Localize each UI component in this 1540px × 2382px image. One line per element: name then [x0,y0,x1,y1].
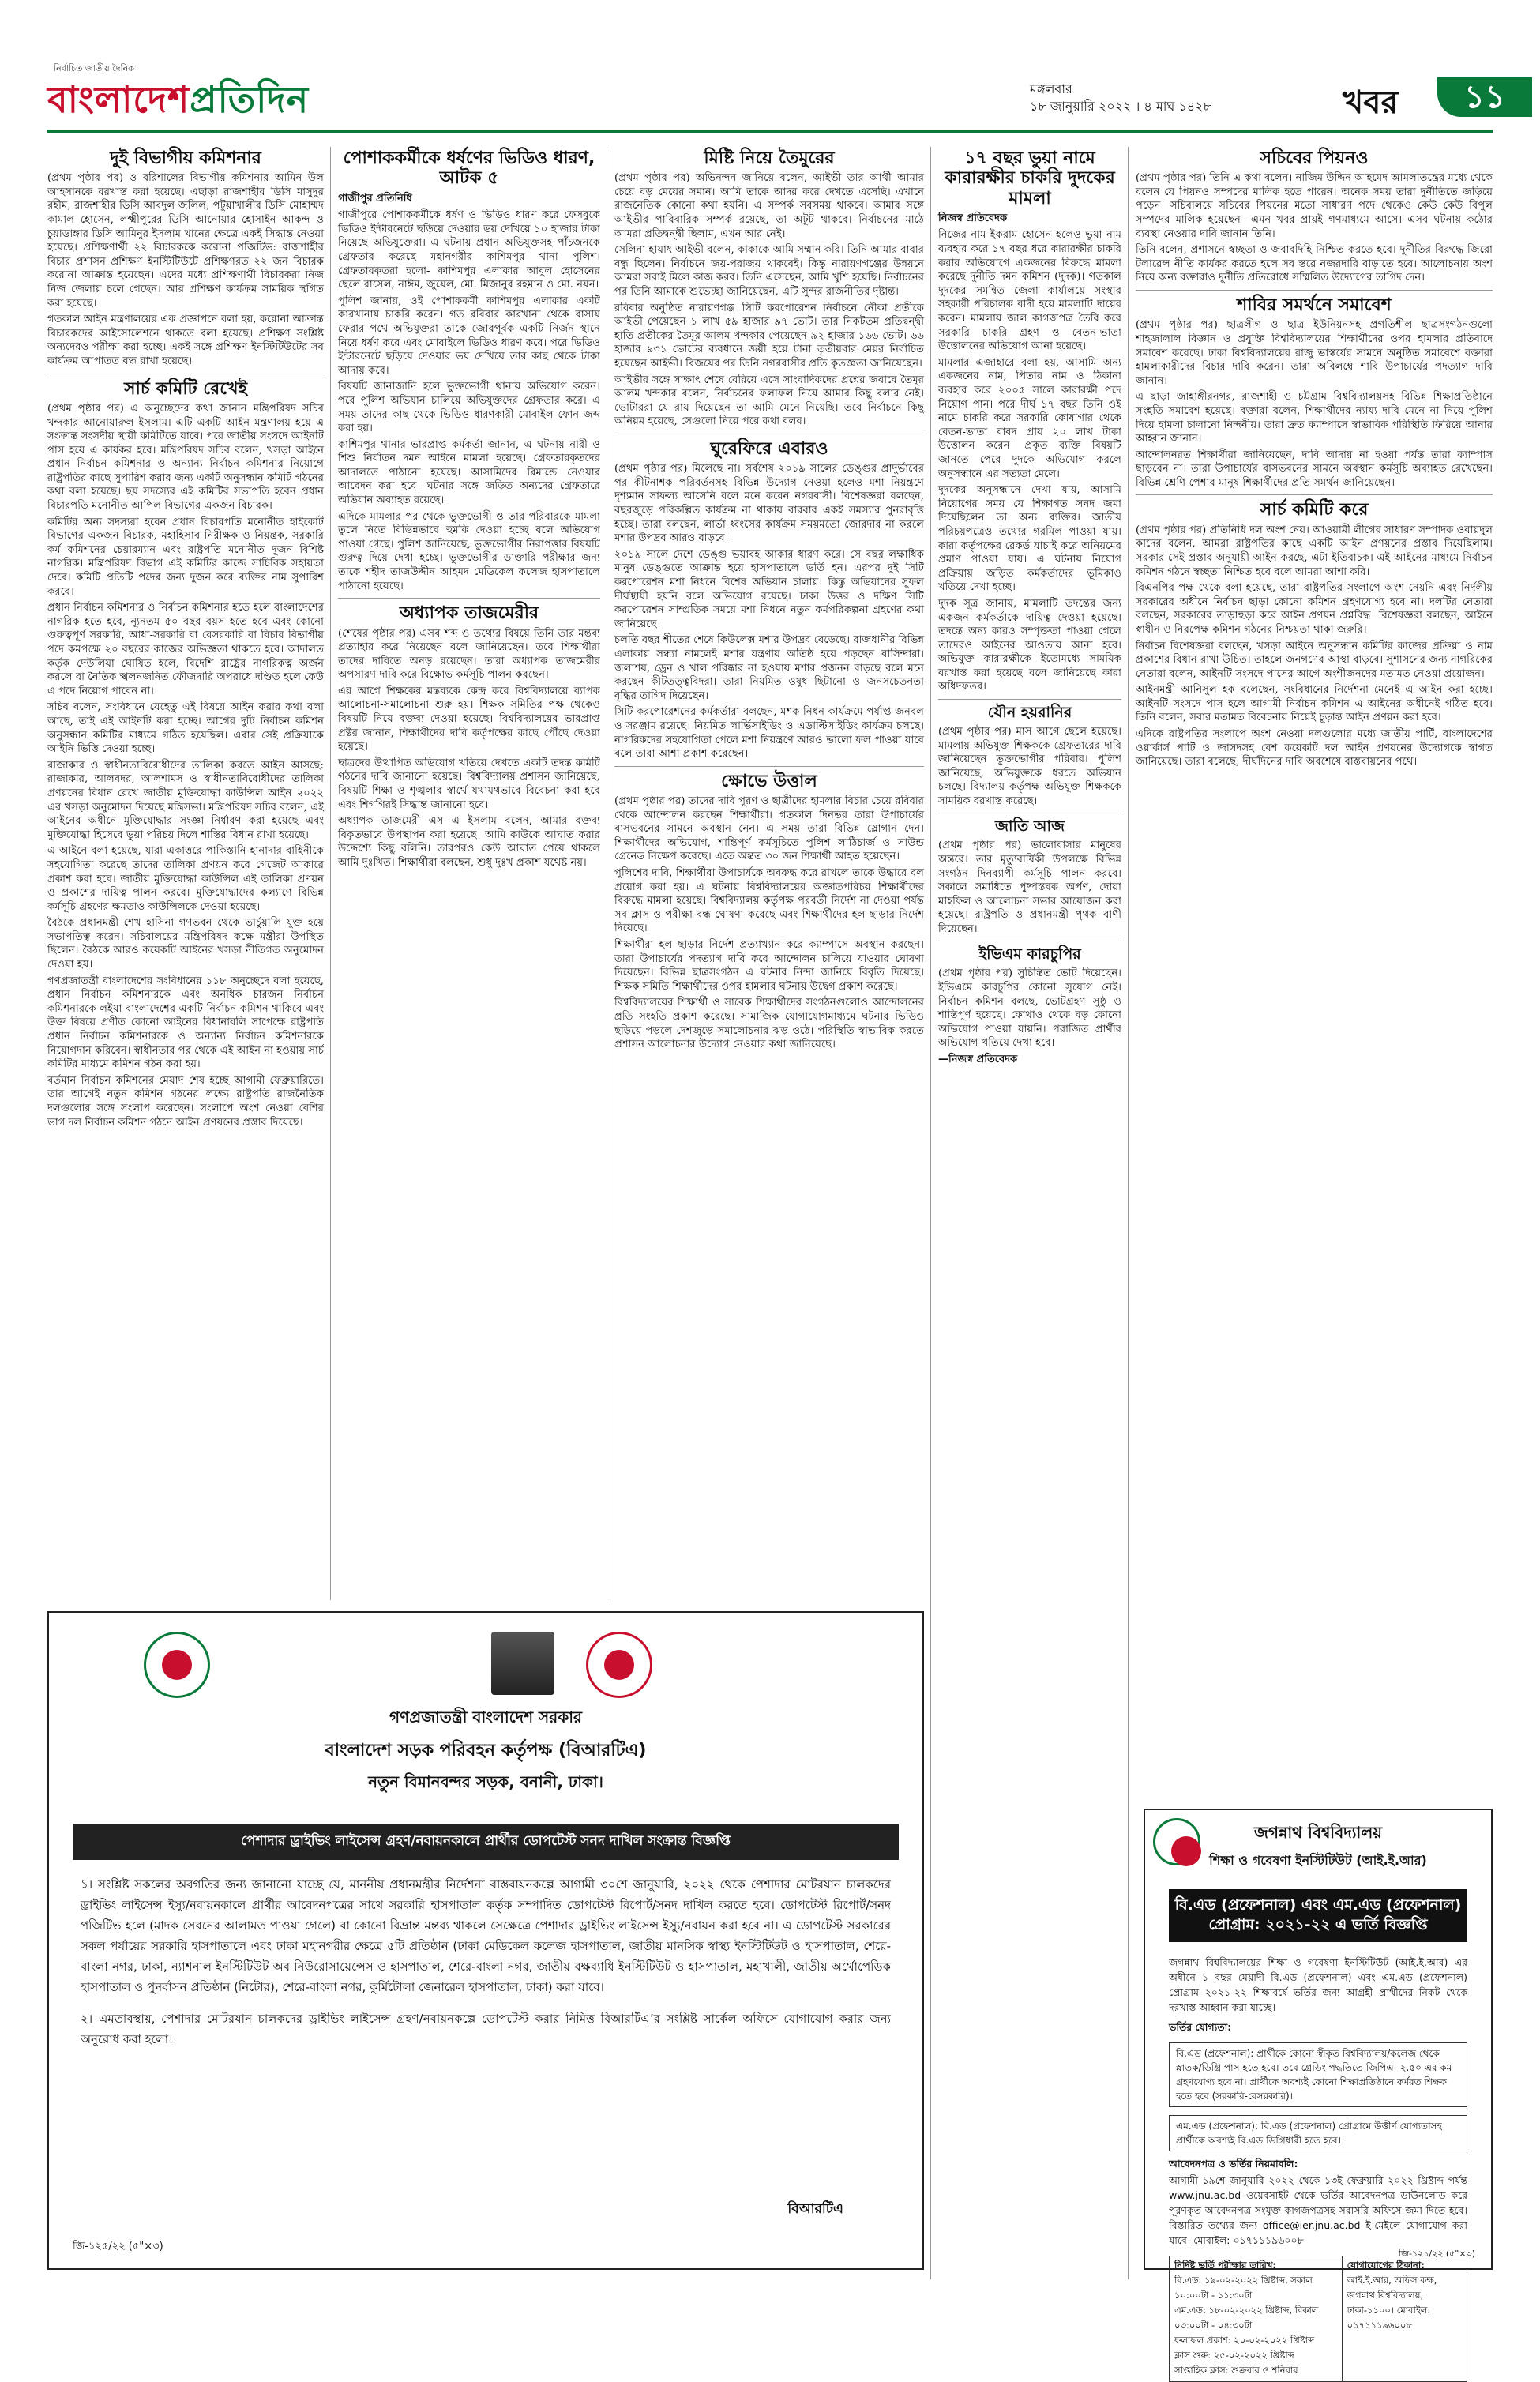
headline-professor-tajmeri[interactable]: অধ্যাপক তাজমেরীর [399,603,539,624]
ad-code: জি-১২৫/২২ (৫"×৩) [73,2241,163,2252]
paragraph: (প্রথম পৃষ্ঠার পর) অভিনন্দন জানিয়ে বলেন, আইভী তার আর্থী আমার চেয়ে বড় মেয়ের সমান। আমি তাকে আদর করে দেখতে এসেছি। এখানে রাজনৈতিক কোনো কথা হয়নি। এ সম্পর্ক সবসময় থাকবে। আমার সঙ্গে আইভীর পারিবারিক সম্পর্ক রয়েছে, তা অটুট থাকবে। নির্বাচনের মাঠে আমরা প্রতিদ্বন্দ্বী ছিলাম, এখন আর নেই। [614,172,924,240]
paragraph: এ ছাড়া জাহাঙ্গীরনগর, রাজশাহী ও চট্টগ্রাম বিশ্ববিদ্যালয়সহ বিভিন্ন শিক্ষাপ্রতিষ্ঠানে সংহতি সমাবেশ হয়েছে। বক্তারা বলেন, শিক্ষার্থীদের ন্যায্য দাবি মেনে না নিয়ে পুলিশ দিয়ে হামলা চালানো নিন্দনীয়। তারা দ্রুত ক্যাম্পাসে স্বাভাবিক পরিস্থিতি ফিরিয়ে আনার আহ্বান জানান। [1136,391,1493,445]
paragraph: বিষয়টি জানাজানি হলে ভুক্তভোগী থানায় অভিযোগ করেন। পরে পুলিশ অভিযান চালিয়ে অভিযুক্তদের গ্রেফতার করে। এ সময় তাদের কাছ থেকে ভিডিও ধারণকারী মোবাইল ফোন জব্দ করা হয়। [338,381,600,435]
ad-banner: পেশাদার ড্রাইভিং লাইসেন্স গ্রহণ/নবায়নকালে প্রার্থীর ডোপটেস্ট সনদ দাখিল সংক্রান্ত বিজ্ঞপ্তি [73,1824,899,1860]
paragraph: বৈঠকে প্রধানমন্ত্রী শেখ হাসিনা গণভবন থেকে ভার্চুয়ালি যুক্ত হয়ে সভাপতিত্ব করেন। সচিবালয়ের মন্ত্রিপরিষদ কক্ষে মন্ত্রীরা উপস্থিত ছিলেন। বৈঠকে আরও কয়েকটি আইনের খসড়া নীতিগত অনুমোদন দেওয়া হয়। [47,917,324,971]
page-number: ১১ [1437,77,1532,117]
newspaper-logo[interactable] [47,73,309,133]
paragraph: আইভীর সঙ্গে সাক্ষাৎ শেষে বেরিয়ে এসে সাংবাদিকদের প্রশ্নের জবাবে তৈমূর আলম খন্দকার বলেন, নির্বাচনের ফলাফল নিয়ে আমার কিছু বলার নেই। ভোটাররা যে রায় দিয়েছেন তা আমি মেনে নিয়েছি। তবে নির্বাচনে কিছু অনিয়ম হয়েছে, সেগুলো নিয়ে পরে কথা বলব। [614,374,924,428]
column-divider [930,147,931,2279]
divider [938,699,1121,700]
byline: নিজস্ব প্রতিবেদক [938,212,1008,224]
masthead-rule [47,130,1493,133]
paragraph: রবিবার অনুষ্ঠিত নারায়ণগঞ্জ সিটি করপোরেশন নির্বাচনে নৌকা প্রতীকে আইভী পেয়েছেন ১ লাখ ৫৯ হাজার ৯৭ ভোট। তার নিকটতম প্রতিদ্বন্দ্বী হাতি প্রতীকের তৈমূর আলম খন্দকার পেয়েছেন ৯২ হাজার ১৬৬ ভোট। ৬৬ হাজার ৯৩১ ভোটের ব্যবধানে জয়ী হয়ে টানা তৃতীয়বার মেয়র নির্বাচিত হয়েছেন আইভী। বিজয়ের পর তিনি নগরবাসীর প্রতি কৃতজ্ঞতা জানিয়েছেন। [614,302,924,370]
paragraph: এ আইনে বলা হয়েছে, যারা একাত্তরে পাকিস্তানি হানাদার বাহিনীকে সহযোগিতা করেছে তাদের তালিকা প্রণয়ন করে গেজেট আকারে প্রকাশ করা হবে। জাতীয় মুক্তিযোদ্ধা কাউন্সিল এই তালিকা প্রণয়ন ও প্রকাশের দায়িত্ব পালন করবে। মুক্তিযোদ্ধাদের কল্যাণে বিভিন্ন কর্মসূচি গ্রহণের ক্ষমতাও কাউন্সিলকে দেওয়া হয়েছে। [47,845,324,913]
masthead [47,62,1505,141]
ad-intro: জগন্নাথ বিশ্ববিদ্যালয়ের শিক্ষা ও গবেষণা ইনস্টিটিউট (আই.ই.আর) এর অধীনে ১ বছর মেয়াদী বি.এড (প্রফেশনাল) এবং এম.এড (প্রফেশনাল) প্রোগ্রাম ২০২১-২২ শিক্ষাবর্ষে ভর্তির জন্য আগ্রহী প্রার্থীদের নিকট থেকে দরখাস্ত আহ্বান করা যাচ্ছে। [1169,1956,1467,2014]
paragraph: অধ্যাপক তাজমেরী এস এ ইসলাম বলেন, আমার বক্তব্য বিকৃতভাবে উপস্থাপন করা হয়েছে। আমি কাউকে আঘাত করার উদ্দেশ্যে কিছু বলিনি। তারপরও কেউ আঘাত পেয়ে থাকলে আমি দুঃখিত। শিক্ষার্থীরা বলছেন, শুধু দুঃখ প্রকাশ যথেষ্ট নয়। [338,815,600,870]
ad-apply-text: আগামী ১৯শে জানুয়ারি ২০২২ থেকে ১৩ই ফেব্রুয়ারি ২০২২ খ্রিষ্টাব্দ পর্যন্ত www.jnu.ac.bd ওয়েবসাইট থেকে ভর্তির আবেদনপত্র ডাউনলোড করে পূরণকৃত আবেদনপত্র সংযুক্ত কাগজপত্রসহ সরাসরি অফিসে জমা দিতে হবে। বিস্তারিত তথ্যের জন্য office@ier.jnu.ac.bd ই-মেইলে যোগাযোগ করা যাবে। মোবাইল: ০১৭১১১৯৬০০৮ [1169,2174,1467,2247]
paragraph: পুলিশ জানায়, ওই পোশাককর্মী কাশিমপুর এলাকার একটি কারখানায় চাকরি করেন। গত রবিবার কারখানা থেকে বাসায় ফেরার পথে অভিযুক্তরা তাকে জোরপূর্বক একটি নির্জন স্থানে নিয়ে ধর্ষণ করে এবং মোবাইলে ভিডিও ধারণ করে। পরে ভিডিও ইন্টারনেটে ছড়িয়ে দেওয়ার ভয় দেখিয়ে তার কাছ থেকে টাকা আদায় করে। [338,295,600,377]
brta-seal [586,1632,652,1698]
ad-eligibility-bed: বি.এড (প্রফেশনাল): প্রার্থীকে কোনো স্বীকৃত বিশ্ববিদ্যালয়/কলেজ থেকে স্নাতক/ডিগ্রি পাস হতে হবে। তবে গ্রেডিং পদ্ধতিতে জিপিএ- ২.৫০ এর কম গ্রহণযোগ্য হবে না। প্রার্থীকে অবশ্যই কোনো শিক্ষাপ্রতিষ্ঠানে কর্মরত শিক্ষক হতে হবে (সরকারি-বেসরকারি)। [1169,2042,1467,2107]
column-divider [1128,147,1129,2279]
paragraph: সেলিনা হায়াৎ আইভী বলেন, কাকাকে আমি সম্মান করি। তিনি আমার বাবার বন্ধু ছিলেন। নির্বাচনে জয়-পরাজয় থাকবেই। কিন্তু নারায়ণগঞ্জের উন্নয়নে আমরা সবাই মিলে কাজ করব। তিনি এসেছেন, আমি খুশি হয়েছি। নির্বাচনের পর তিনি আমাকে শুভেচ্ছা জানিয়েছেন, এটি সুন্দর রাজনীতির দৃষ্টান্ত। [614,244,924,299]
headline-shabi-rally[interactable]: শাবির সমর্থনে সমাবেশ [1237,295,1392,316]
ad-signature: বিআরটিএ [787,2201,843,2217]
paragraph: কমিটির অন্য সদস্যরা হবেন প্রধান বিচারপতি মনোনীত হাইকোর্ট বিভাগের একজন বিচারক, মহাহিসাব নিরীক্ষক ও নিয়ন্ত্রক, সরকারি কর্ম কমিশনের চেয়ারম্যান এবং রাষ্ট্রপতি মনোনীত দুজন বিশিষ্ট নাগরিক। মন্ত্রিপরিষদ বিভাগ এই কমিটির কাজে সাচিবিক সহায়তা দেবে। কমিটি প্রতিটি পদের জন্য দুজন করে ব্যক্তির নাম সুপারিশ করবে। [47,516,324,598]
paragraph: সিটি করপোরেশনের কর্মকর্তারা বলছেন, মশক নিধন কার্যক্রমে পর্যাপ্ত জনবল ও সরঞ্জাম রয়েছে। নিয়মিত লার্ভিসাইডিং ও এডাল্টিসাইডিং কার্যক্রম চলছে। নাগরিকদের সহযোগিতা পেলে মশা নিয়ন্ত্রণে আরও ভালো ফল পাওয়া যাবে বলে তারা আশা প্রকাশ করেছেন। [614,706,924,761]
headline-anger[interactable]: ক্ষোভে উত্তাল [721,771,817,791]
contact-heading: যোগাযোগের ঠিকানা: [1347,2260,1425,2271]
schedule-row: এম.এড: ১৮-০২-২০২২ খ্রিষ্টাব্দ, বিকাল ০৩:০০টা - ০৪:৩০টা [1174,2305,1319,2331]
paragraph: গাজীপুরে পোশাককর্মীকে ধর্ষণ ও ভিডিও ধারণ করে ফেসবুকে ভিডিও ইন্টারনেটে ছড়িয়ে দেওয়ার ভয় দেখিয়ে ১০ হাজার টাকা নিয়েছে অভিযুক্তেরা। এ ঘটনায় প্রধান অভিযুক্তসহ পাঁচজনকে গ্রেফতার করেছে মহানগরীর কাশিমপুর থানা পুলিশ। গ্রেফতারকৃতরা হলো- কাশিমপুর এলাকার আবুল হোসেনের ছেলে রাসেল, নাঈম, জুয়েল, মো. মিজানুর রহমান ও মো. নয়ন। [338,209,600,291]
schedule-row: ফলাফল প্রকাশ: ২০-০২-২০২২ খ্রিষ্টাব্দ [1174,2335,1315,2346]
paragraph: (প্রথম পৃষ্ঠার পর) তাদের দাবি পূরণ ও ছাত্রীদের হামলার বিচার চেয়ে রবিবার থেকে আন্দোলন করছেন শিক্ষার্থীরা। গতকাল দিনভর তারা উপাচার্যের বাসভবনের সামনে অবস্থান নেন। এ সময় তারা বিভিন্ন স্লোগান দেন। শিক্ষার্থীদের অভিযোগ, শান্তিপূর্ণ কর্মসূচিতে পুলিশ লাঠিচার্জ ও সাউন্ড গ্রেনেড নিক্ষেপ করেছে। এতে অন্তত ৩০ জন শিক্ষার্থী আহত হয়েছেন। [614,795,924,863]
headline-again[interactable]: ঘুরেফিরে এবারও [710,438,828,459]
paragraph: চলতি বছর শীতের শেষে কিউলেক্স মশার উপদ্রব বেড়েছে। রাজধানীর বিভিন্ন এলাকায় সন্ধ্যা নামলেই মশার যন্ত্রণায় অতিষ্ঠ হয়ে পড়ছেন বাসিন্দারা। জলাশয়, ড্রেন ও খাল পরিষ্কার না হওয়ায় মশার প্রজনন বাড়ছে বলে মনে করছেন কীটতত্ত্ববিদরা। তারা নিয়মিত ওষুধ ছিটানো ও জনসচেতনতা বৃদ্ধির তাগিদ দিয়েছেন। [614,634,924,702]
portrait-image [491,1632,554,1695]
paragraph: প্রধান নির্বাচন কমিশনার ও নির্বাচন কমিশনার হতে হলে বাংলাদেশের নাগরিক হতে হবে, ন্যূনতম ৫০ বছর বয়স হতে হবে এবং কোনো গুরুত্বপূর্ণ সরকারি, আধা-সরকারি বা বেসরকারি বা বিচার বিভাগীয় পদে কমপক্ষে ২০ বছরের কাজের অভিজ্ঞতা থাকতে হবে। আদালত কর্তৃক দেউলিয়া ঘোষিত হলে, বিদেশি রাষ্ট্রের নাগরিকত্ব অর্জন করলে বা নৈতিক স্খলনজনিত ফৌজদারি অপরাধে দণ্ডিত হলে কেউ এ পদে নিয়োগ পাবেন না। [47,602,324,697]
divider [614,766,924,767]
ad-code: জি-১২১/২২ (৫"×৩) [1398,2249,1475,2259]
paragraph: (প্রথম পৃষ্ঠার পর) ভালোবাসার মানুষের অন্তরে। তার মৃত্যুবার্ষিকী উপলক্ষে বিভিন্ন সংগঠন দিনব্যাপী কর্মসূচি পালন করবে। সকালে সমাধিতে পুষ্পস্তবক অর্পণ, দোয়া মাহফিল ও আলোচনা সভার আয়োজন করা হয়েছে। রাষ্ট্রপতি ও প্রধানমন্ত্রী পৃথক বাণী দিয়েছেন। [938,840,1121,935]
schedule-heading: নির্দিষ্ট ভর্তি পরীক্ষার তারিখ: [1174,2260,1277,2271]
paragraph: বর্তমান নির্বাচন কমিশনের মেয়াদ শেষ হচ্ছে আগামী ফেব্রুয়ারিতে। তার আগেই নতুন কমিশন গঠনের লক্ষ্যে রাষ্ট্রপতি রাজনৈতিক দলগুলোর সঙ্গে সংলাপ করেছেন। সংলাপে অংশ নেওয়া বেশির ভাগ দল নির্বাচন কমিশন গঠনে আইন প্রণয়নের প্রস্তাব দিয়েছে। [47,1074,324,1129]
paragraph: এদিকে রাষ্ট্রপতির সংলাপে অংশ নেওয়া দলগুলোর মধ্যে জাতীয় পার্টি, বাংলাদেশের ওয়ার্কার্স পার্টি ও জাসদসহ বেশ কয়েকটি দল আইন প্রণয়নের উদ্যোগকে স্বাগত জানিয়েছে। তারা বলেছে, দীর্ঘদিনের দাবি অবশেষে বাস্তবায়নের পথে। [1136,728,1493,768]
ad-address: নতুন বিমানবন্দর সড়ক, বনানী, ঢাকা। [368,1772,603,1791]
advertisement-brta[interactable] [47,1611,924,2270]
paragraph: গতকাল আইন মন্ত্রণালয়ের এক প্রজ্ঞাপনে বলা হয়, করোনা আক্রান্ত বিচারকদের আইসোলেশনে থাকতে বলা হয়েছে। প্রশিক্ষণ সংশ্লিষ্ট অন্যদেরও পরীক্ষা করা হচ্ছে। একই সঙ্গে প্রশিক্ষণ ইনস্টিটিউটের সব কার্যক্রম আপাতত বন্ধ রাখা হয়েছে। [47,314,324,368]
paragraph: নিজের নাম ইকরাম হোসেন হলেও ভুয়া নাম ব্যবহার করে ১৭ বছর ধরে কারারক্ষীর চাকরি করার অভিযোগে একজনের বিরুদ্ধে মামলা করেছে দুর্নীতি দমন কমিশন (দুদক)। গতকাল দুদকের সমন্বিত জেলা কার্যালয়ে সংস্থার সহকারী পরিচালক বাদী হয়ে মামলাটি দায়ের করেন। মামলায় জাল কাগজপত্র তৈরি করে সরকারি চাকরি গ্রহণ ও বেতন-ভাতা উত্তোলনের অভিযোগ আনা হয়েছে। [938,229,1121,353]
schedule-row: সাপ্তাহিক ক্লাস: শুক্রবার ও শনিবার [1174,2365,1298,2376]
paragraph: এর আগে শিক্ষকের মন্তব্যকে কেন্দ্র করে বিশ্ববিদ্যালয়ে ব্যাপক আলোচনা-সমালোচনা শুরু হয়। শিক্ষক সমিতির পক্ষ থেকেও বিষয়টি নিয়ে বক্তব্য দেওয়া হয়েছে। বিশ্ববিদ্যালয়ের ভারপ্রাপ্ত প্রক্টর জানান, শিক্ষার্থীদের দাবি কর্তৃপক্ষের কাছে পৌঁছে দেওয়া হয়েছে। [338,685,600,753]
ad-body: ১। সংশ্লিষ্ট সকলের অবগতির জন্য জানানো যাচ্ছে যে, মাননীয় প্রধানমন্ত্রীর নির্দেশনা বাস্তবায়নকল্পে আগামী ৩০শে জানুয়ারি, ২০২২ থেকে পেশাদার মোটরযান চালকদের ড্রাইভিং লাইসেন্স ইস্যু/নবায়নকালে প্রার্থীর আবেদনপত্রের সাথে সরকারি হাসপাতাল কর্তৃক সম্পাদিত ডোপটেস্ট রিপোর্ট/সনদ দাখিল করতে হবে। ডোপটেস্ট রিপোর্ট/সনদ পজিটিভ হলে (মাদক সেবনের আলামত পাওয়া গেলে) বা কোনো বিভ্রান্ত মন্তব্য থাকলে সেক্ষেত্রে পেশাদার ড্রাইভিং লাইসেন্স ইস্যু/নবায়ন করা হবে না। এ ডোপটেস্ট সরকারের সকল পর্যায়ের সরকারি হাসপাতালে এবং ঢাকা মহানগরীর ক্ষেত্রে ৫টি প্রতিষ্ঠান (ঢাকা মেডিকেল কলেজ হাসপাতাল, জাতীয় মানসিক স্বাস্থ্য ইনস্টিটিউট ও হাসপাতাল, শেরে-বাংলা নগর, ঢাকা, ন্যাশনাল ইনস্টিটিউট অব নিউরোসায়েন্সেস ও হাসপাতাল, শেরে-বাংলা নগর, জাতীয় বক্ষব্যাধি ইনস্টিটিউট ও হাসপাতাল, মহাখালী, জাতীয় অর্থোপেডিক হাসপাতাল ও পুনর্বাসন প্রতিষ্ঠান (নিটোর), শেরে-বাংলা নগর, কুর্মিটোলা জেনারেল হাসপাতাল, ঢাকা) করা যাবে। [81,1877,891,1994]
byline: —নিজস্ব প্রতিবেদক [938,1053,1018,1065]
article-column-5 [1136,147,1493,1790]
article-column-4 [938,147,1121,1790]
paragraph: (প্রথম পৃষ্ঠার পর) এ অনুচ্ছেদের কথা জানান মন্ত্রিপরিষদ সচিব খন্দকার আনোয়ারুল ইসলাম। এটি একটি আইন মন্ত্রণালয় হয়ে এ সংক্রান্ত সংসদীয় স্থায়ী কমিটিতে যাবে। পরে জাতীয় সংসদে আইনটি পাস হয়ে এ কার্যকর হবে। মন্ত্রিপরিষদ সচিব বলেন, খসড়া আইনে প্রধান নির্বাচন কমিশনার ও অন্যান্য নির্বাচন কমিশনার নিয়োগে রাষ্ট্রপতির কাছে সুপারিশ করার জন্য একটি অনুসন্ধান কমিটি গঠনের কথা বলা হয়েছে। ছয় সদস্যের এই কমিটির সভাপতি হবেন প্রধান বিচারপতি মনোনীত আপিল বিভাগের একজন বিচারক। [47,402,324,513]
logo-part1: বাংলাদেশ [47,78,190,121]
ad-body: ২। এমতাবস্থায়, পেশাদার মোটরযান চালকদের ড্রাইভিং লাইসেন্স গ্রহণ/নবায়নকল্পে ডোপটেস্ট করার নিমিত্ত বিআরটিএ’র সংশ্লিষ্ট সার্কেল অফিসে যোগাযোগ করার জন্য অনুরোধ করা হলো। [81,2012,891,2046]
schedule-row: ক্লাস শুরু: ২৫-০২-২০২২ খ্রিষ্টাব্দ [1174,2350,1294,2361]
ad-apply-title: আবেদনপত্র ও ভর্তির নিয়মাবলি: [1169,2158,1298,2170]
paragraph: এদিকে মামলার পর থেকে ভুক্তভোগী ও তার পরিবারকে মামলা তুলে নিতে বিভিন্নভাবে হুমকি দেওয়া হচ্ছে বলে অভিযোগ পাওয়া গেছে। পুলিশ জানিয়েছে, ভুক্তভোগীর নিরাপত্তার বিষয়টি গুরুত্ব দিয়ে দেখা হচ্ছে। ভুক্তভোগীর ডাক্তারি পরীক্ষার জন্য তাকে শহীদ তাজউদ্দীন আহমদ মেডিকেল কলেজ হাসপাতালে পাঠানো হয়েছে। [338,510,600,592]
logo-part2: প্রতিদিন [190,78,310,121]
paragraph: পুলিশের দাবি, শিক্ষার্থীরা উপাচার্যকে অবরুদ্ধ করে রাখলে তাকে উদ্ধারে বল প্রয়োগ করা হয়। এ ঘটনায় বিশ্ববিদ্যালয়ের অজ্ঞাতপরিচয় শিক্ষার্থীদের বিরুদ্ধে মামলা হয়েছে। বিশ্ববিদ্যালয় কর্তৃপক্ষ পরবর্তী নির্দেশ না দেওয়া পর্যন্ত সব ক্লাস ও পরীক্ষা বন্ধ ঘোষণা করেছে এবং শিক্ষার্থীদের হল ছাড়ার নির্দেশ দিয়েছে। [614,867,924,935]
issue-day: মঙ্গলবার [1030,81,1072,96]
paragraph: বিএনপির পক্ষ থেকে বলা হয়েছে, তারা রাষ্ট্রপতির সংলাপে অংশ নেয়নি এবং নির্দলীয় সরকারের অধীনে নির্বাচন ছাড়া কোনো কমিশন গ্রহণযোগ্য হবে না। দলটির নেতারা বলছেন, সরকারের তাড়াহুড়া করে আইন প্রণয়ন প্রশ্নবিদ্ধ। বিশেষজ্ঞরা বলছেন, আইনে স্বাধীন ও নিরপেক্ষ কমিশন গঠনের নিশ্চয়তা থাকা জরুরি। [1136,582,1493,636]
paragraph: (প্রথম পৃষ্ঠার পর) প্রতিনিধি দল অংশ নেয়। আওয়ামী লীগের সাধারণ সম্পাদক ওবায়দুল কাদের বলেন, আমরা রাষ্ট্রপতির কাছে একটি আইন প্রণয়নের প্রস্তাব দিয়েছিলাম। সরকার সেই প্রস্তাব অনুযায়ী আইন করছে, এটা ইতিবাচক। এই আইনের মাধ্যমে নির্বাচন কমিশন গঠনে স্বচ্ছতা নিশ্চিত হবে বলে আমরা আশা করি। [1136,524,1493,578]
ad-banner: বি.এড (প্রফেশনাল) এবং এম.এড (প্রফেশনাল) প্রোগ্রাম: ২০২১-২২ এ ভর্তি বিজ্ঞপ্তি [1169,1889,1467,1942]
ad-gov-title: গণপ্রজাতন্ত্রী বাংলাদেশ সরকার [389,1708,582,1726]
paragraph: (প্রথম পৃষ্ঠার পর) মিলেছে না। সর্বশেষ ২০১৯ সালের ডেঙ্গুর প্রাদুর্ভাবের পর কীটনাশক পরিবর্তনসহ বিভিন্ন উদ্যোগ নেওয়া হলেও মশা নিয়ন্ত্রণে দৃশ্যমান সাফল্য আসেনি বলে মনে করেন নগরবাসী। বিশেষজ্ঞরা বলছেন, বছরজুড়ে পরিকল্পিত কার্যক্রম না থাকায় বারবার একই সমস্যার পুনরাবৃত্তি হচ্ছে। তারা বলছেন, লার্ভা ধ্বংসের কার্যক্রম সময়মতো জোরদার না করলে মশার উপদ্রব আরও বাড়বে। [614,463,924,545]
paragraph: দুদক সূত্র জানায়, মামলাটি তদন্তের জন্য একজন কর্মকর্তাকে দায়িত্ব দেওয়া হয়েছে। তদন্তে অন্য কারও সম্পৃক্ততা পাওয়া গেলে তাদেরও আইনের আওতায় আনা হবে। অভিযুক্ত কারারক্ষীকে ইতোমধ্যে সাময়িক বরখাস্ত করা হয়েছে বলে জানিয়েছে কারা অধিদফতর। [938,597,1121,693]
paragraph: (প্রথম পৃষ্ঠার পর) ও বরিশালের বিভাগীয় কমিশনার আমিন উল আহসানকে বরখাস্ত করা হয়েছে। এছাড়া রাজশাহীর ডিসি মাসুদুর রহীম, রাজশাহীর ডিসি আবদুল জলিল, পটুয়াখালীর ডিসি মোহাম্মদ কামাল হোসেন, লক্ষ্মীপুরের ডিসি আনোয়ার হোসাইন আকন্দ ও চুয়াডাঙ্গার ডিসি আমিনুর ইসলাম খানের ক্ষেত্রে একই সিদ্ধান্ত নেওয়া হয়েছে। প্রশিক্ষণার্থী ২২ বিচারককে করোনা পজিটিভ: রাজশাহীর বিচার প্রশাসন প্রশিক্ষণ ইনস্টিটিউটে প্রশিক্ষণরত ২২ জন বিচারক করোনা আক্রান্ত হয়েছেন। এদের মধ্যে প্রশিক্ষণার্থী বিচারকরা নিজ নিজ জেলায় চলে গেছেন। আর প্রশিক্ষণ কার্যক্রম সাময়িক স্থগিত করা হয়েছে। [47,172,324,310]
paragraph: (প্রথম পৃষ্ঠার পর) তিনি এ কথা বলেন। নাজিম উদ্দিন আহমেদ আমলাতন্ত্রের মধ্যে থেকে বলেন যে পিয়নও সম্পদের মালিক হতে পারেন। অনেক সময় তারা দুর্নীতিতে জড়িয়ে পড়েন। সচিবালয়ে সচিবের পিয়নের মতো সাধারণ পদে থেকেও কেউ কেউ বিপুল সম্পদের মালিক হয়েছেন—এমন খবর প্রায়ই গণমাধ্যমে আসে। এসব ঘটনায় কঠোর ব্যবস্থা নেওয়ার দাবি জানান তিনি। [1136,172,1493,240]
paragraph: দুদকের অনুসন্ধানে দেখা যায়, আসামি নিয়োগের সময় যে শিক্ষাগত সনদ জমা দিয়েছিলেন তা অন্য ব্যক্তির। জাতীয় পরিচয়পত্রেও তথ্যের গরমিল পাওয়া যায়। কারা কর্তৃপক্ষের রেকর্ড যাচাই করে অনিয়মের প্রমাণ পাওয়া যায়। এ ঘটনায় নিয়োগ প্রক্রিয়ায় জড়িত কর্মকর্তাদের ভূমিকাও খতিয়ে দেখা হচ্ছে। [938,484,1121,594]
mujib-100-seal [144,1632,210,1698]
paragraph: কাশিমপুর থানার ভারপ্রাপ্ত কর্মকর্তা জানান, এ ঘটনায় নারী ও শিশু নির্যাতন দমন আইনে মামলা হয়েছে। গ্রেফতারকৃতদের আদালতে পাঠানো হয়েছে। আসামিদের রিমান্ডে নেওয়ার আবেদন করা হবে। ঘটনার সঙ্গে জড়িত অন্যদের গ্রেফতারে অভিযান অব্যাহত রয়েছে। [338,438,600,507]
contact-cell [1342,2256,1467,2382]
headline-search-committee-2[interactable]: সার্চ কমিটি করে [1260,500,1369,520]
ad-eligibility-title: ভর্তির যোগ্যতা: [1169,2021,1232,2034]
contact-text: আই.ই.আর, অফিস কক্ষ, জগন্নাথ বিশ্ববিদ্যালয়, ঢাকা-১১০০। মোবাইল: ০১৭১১১৯৬০০৮ [1347,2275,1437,2331]
divider [1136,494,1493,495]
paragraph: বিশ্ববিদ্যালয়ের শিক্ষার্থী ও সাবেক শিক্ষার্থীদের সংগঠনগুলোও আন্দোলনের প্রতি সংহতি প্রকাশ করেছে। সামাজিক যোগাযোগমাধ্যমে ঘটনার ভিডিও ছড়িয়ে পড়লে দেশজুড়ে সমালোচনার ঝড় ওঠে। পরিস্থিতি স্বাভাবিক করতে প্রশাসন আলোচনার উদ্যোগ নেওয়ার কথা জানিয়েছে। [614,997,924,1051]
paragraph: ছাত্রদের উত্থাপিত অভিযোগ খতিয়ে দেখতে একটি তদন্ত কমিটি গঠনের দাবি জানানো হয়েছে। বিশ্ববিদ্যালয় প্রশাসন জানিয়েছে, বিষয়টি শিক্ষা ও শৃঙ্খলার স্বার্থে যথাযথভাবে বিবেচনা করা হবে এবং শিগগিরই সিদ্ধান্ত জানানো হবে। [338,757,600,811]
paragraph: শিক্ষার্থীরা হল ছাড়ার নির্দেশ প্রত্যাখ্যান করে ক্যাম্পাসে অবস্থান করছেন। তারা উপাচার্যের পদত্যাগ দাবি করে আন্দোলন চালিয়ে যাওয়ার ঘোষণা দিয়েছেন। বিভিন্ন ছাত্রসংগঠন এ ঘটনার নিন্দা জানিয়ে বিবৃতি দিয়েছে। শিক্ষক সমিতি শিক্ষার্থীদের ওপর হামলার ঘটনায় উদ্বেগ প্রকাশ করেছে। [614,938,924,993]
ad-org-title: বাংলাদেশ সড়ক পরিবহন কর্তৃপক্ষ (বিআরটিএ) [325,1741,647,1760]
schedule-row: বি.এড: ১৯-০২-২০২২ খ্রিষ্টাব্দ, সকাল ১০:০০টা - ১১:৩০টা [1174,2275,1313,2301]
headline-fake-name-jail-guard[interactable]: ১৭ বছর ভুয়া নামে কারারক্ষীর চাকরি দুদকের মামলা [945,148,1115,209]
paragraph: গণপ্রজাতন্ত্রী বাংলাদেশের সংবিধানের ১১৮ অনুচ্ছেদে বলা হয়েছে, প্রধান নির্বাচন কমিশনারকে এবং অনধিক চারজন নির্বাচন কমিশনারকে লইয়া বাংলাদেশের একটি নির্বাচন কমিশন থাকিবে এবং উক্ত বিষয়ে প্রণীত কোনো আইনের বিধানাবলি সাপেক্ষে রাষ্ট্রপতি প্রধান নির্বাচন কমিশনারকে ও অন্যান্য নির্বাচন কমিশনারকে নিয়োগদান করিবেন। স্বাধীনতার পর থেকে এই আইন না হওয়ায় সার্চ কমিটির মাধ্যমে কমিশন গঠন করা হয়। [47,975,324,1071]
issue-date: ১৮ জানুয়ারি ২০২২ । ৪ মাঘ ১৪২৮ [1030,99,1211,114]
headline-evm[interactable]: ইভিএম কারচুপির [978,945,1081,964]
divider [1136,290,1493,291]
tagline: নির্বাচিত জাতীয় দৈনিক [54,63,134,73]
paragraph: (প্রথম পৃষ্ঠার পর) সুচিন্তিত ভোট দিয়েছেন। ইভিএমে কারচুপির কোনো সুযোগ নেই। নির্বাচন কমিশন বলছে, ভোটগ্রহণ সুষ্ঠু ও শান্তিপূর্ণ হয়েছে। কোথাও থেকে বড় কোনো অভিযোগ পাওয়া যায়নি। পরাজিত প্রার্থীর অভিযোগ খতিয়ে দেখা হবে। [938,967,1121,1050]
ad-schedule-table [1169,2256,1467,2382]
paragraph: ২০১৯ সালে দেশে ডেঙ্গু ভয়াবহ আকার ধারণ করে। সে বছর লক্ষাধিক মানুষ ডেঙ্গুতে আক্রান্ত হয়ে হাসপাতালে ভর্তি হন। এরপর দুই সিটি করপোরেশন মশা নিধনে বিশেষ অভিযান চালায়। কিন্তু অভিযানের সুফল দীর্ঘস্থায়ী হয়নি বলে অভিযোগ রয়েছে। ঢাকা উত্তর ও দক্ষিণ সিটি করপোরেশন সাম্প্রতিক সময়ে মশা নিধনে নতুন কর্মপরিকল্পনা গ্রহণের কথা জানিয়েছে। [614,548,924,630]
schedule-cell [1170,2256,1343,2382]
headline-secretary-peon[interactable]: সচিবের পিয়নও [1260,148,1369,168]
paragraph: আইনমন্ত্রী আনিসুল হক বলেছেন, সংবিধানের নির্দেশনা মেনেই এ আইন করা হচ্ছে। আইনটি সংসদে পাস হলে আগামী নির্বাচন কমিশন এ আইনের অধীনেই গঠিত হবে। তিনি বলেন, সবার মতামত বিবেচনায় নিয়েই চূড়ান্ত আইন প্রণয়ন করা হবে। [1136,684,1493,724]
section-name: খবর [1343,85,1399,121]
paragraph: (প্রথম পৃষ্ঠার পর) মাস আগে ছেলে হয়েছে। মামলায় অভিযুক্ত শিক্ষককে গ্রেফতারের দাবি জানিয়েছেন ভুক্তভোগীর পরিবার। পুলিশ জানিয়েছে, অভিযুক্তকে ধরতে অভিযান চলছে। বিদ্যালয় কর্তৃপক্ষ অভিযুক্ত শিক্ষককে সাময়িক বরখাস্ত করেছে। [938,725,1121,807]
headline-taimur-sweets[interactable]: মিষ্টি নিয়ে তৈমুরের [704,148,835,168]
article-column-2 [338,147,600,1600]
article-column-3 [614,147,924,1790]
headline-nation-today[interactable]: জাতি আজ [995,817,1065,836]
article-column-1 [47,147,324,1600]
headline-harassment[interactable]: যৌন হয়রানির [987,704,1072,722]
column-divider [330,147,331,1600]
ad-institute: শিক্ষা ও গবেষণা ইনস্টিটিউট (আই.ই.আর) [1209,1853,1427,1868]
headline-garment-worker[interactable]: পোশাককর্মীকে ধর্ষণের ভিডিও ধারণ, আটক ৫ [343,148,595,189]
ad-eligibility-med: এম.এড (প্রফেশনাল): বি.এড (প্রফেশনাল) প্রোগ্রামে উত্তীর্ণ যোগ্যতাসহ প্রার্থীকে অবশ্যই বি.এড ডিগ্রিধারী হতে হবে। [1169,2115,1467,2151]
ad-university: জগন্নাথ বিশ্ববিদ্যালয় [1253,1823,1383,1842]
jnu-logo-icon [1153,1818,1200,1865]
paragraph: (প্রথম পৃষ্ঠার পর) ছাত্রলীগ ও ছাত্র ইউনিয়নসহ প্রগতিশীল ছাত্রসংগঠনগুলো শাহজালাল বিজ্ঞান ও প্রযুক্তি বিশ্ববিদ্যালয়ের শিক্ষার্থীদের ওপর হামলার প্রতিবাদে সমাবেশ করেছে। ঢাকা বিশ্ববিদ্যালয়ের রাজু ভাস্কর্যের সামনে অনুষ্ঠিত সমাবেশে বক্তারা হামলাকারীদের বিচার দাবি করেন। তারা অবিলম্বে শাবি উপাচার্যের পদত্যাগ দাবি জানান। [1136,319,1493,387]
paragraph: (শেষের পৃষ্ঠার পর) এসব শব্দ ও তথ্যের বিষয়ে তিনি তার মন্তব্য প্রত্যাহার করে নিয়েছেন বলে জানিয়েছেন। তবে শিক্ষার্থীরা তাদের দাবিতে অনড় রয়েছেন। তারা অধ্যাপক তাজমেরীর অপসারণ দাবি করে বিক্ষোভ কর্মসূচি পালন করছেন। [338,627,600,682]
paragraph: মামলার এজাহারে বলা হয়, আসামি অন্য একজনের নাম, পিতার নাম ও ঠিকানা ব্যবহার করে ২০০৫ সালে কারারক্ষী পদে নিয়োগ পান। পরে দীর্ঘ ১৭ বছর তিনি ওই নামে চাকরি করে সরকারি কোষাগার থেকে বেতন-ভাতা বাবদ প্রায় ২০ লাখ টাকা উত্তোলন করেন। প্রকৃত ব্যক্তি বিষয়টি জানতে পেরে দুদকে অভিযোগ করলে অনুসন্ধানে এর সত্যতা মেলে। [938,356,1121,480]
advertisement-jnu[interactable] [1144,1809,1493,2376]
paragraph: রাজাকার ও স্বাধীনতাবিরোধীদের তালিকা করতে আইন আসছে: রাজাকার, আলবদর, আলশামস ও স্বাধীনতাবিরোধীদের তালিকা প্রণয়নের বিধান রেখে জাতীয় মুক্তিযোদ্ধা কাউন্সিল আইন ২০২২ এর খসড়া অনুমোদন দিয়েছে মন্ত্রিসভা। মন্ত্রিপরিষদ সচিব বলেন, এই আইনের অধীনে মুক্তিযোদ্ধার সংজ্ঞা নির্ধারণ করা হয়েছে এবং মুক্তিযোদ্ধা হিসেবে ভুয়া পরিচয় দিলে শাস্তির বিধান রাখা হয়েছে। [47,759,324,841]
divider [338,598,600,599]
headline-divisional-commissioner[interactable]: দুই বিভাগীয় কমিশনার [110,148,261,168]
paragraph: নির্বাচন বিশেষজ্ঞরা বলছেন, খসড়া আইনে অনুসন্ধান কমিটির কাজের প্রক্রিয়া ও নাম প্রকাশের বিধান রাখা উচিত। তাহলে জনগণের আস্থা বাড়বে। সুশাসনের জন্য নাগরিকের নেতারা বলেন, আইনটি সংসদে পাসের আগে অংশীজনদের মতামত নেওয়া প্রয়োজন। [1136,640,1493,680]
paragraph: সচিব বলেন, সংবিধানে যেহেতু এই বিষয়ে আইন করার কথা বলা আছে, তাই এই আইনটি করা হচ্ছে। আগের দুটি নির্বাচন কমিশন অনুসন্ধান কমিটির মাধ্যমে গঠিত হয়েছিল। এবার সেই প্রক্রিয়াকে আইনি ভিত্তি দেওয়া হচ্ছে। [47,701,324,756]
headline-search-committee[interactable]: সার্চ কমিটি রেখেই [123,378,248,399]
byline: গাজীপুর প্রতিনিধি [338,192,412,205]
paragraph: আন্দোলনরত শিক্ষার্থীরা জানিয়েছেন, দাবি আদায় না হওয়া পর্যন্ত তারা ক্যাম্পাস ছাড়বেন না। তারা উপাচার্যের বাসভবনের সামনে অবস্থান কর্মসূচি অব্যাহত রেখেছেন। বিভিন্ন শ্রেণি-পেশার মানুষ শিক্ষার্থীদের প্রতি সমর্থন জানিয়েছেন। [1136,449,1493,489]
paragraph: তিনি বলেন, প্রশাসনে স্বচ্ছতা ও জবাবদিহি নিশ্চিত করতে হবে। দুর্নীতির বিরুদ্ধে জিরো টলারেন্স নীতি কার্যকর করতে হলে সব স্তরে নজরদারি বাড়াতে হবে। আলোচনায় অংশ নিয়ে অন্য বক্তারাও দুর্নীতি প্রতিরোধে সম্মিলিত উদ্যোগের তাগিদ দেন। [1136,244,1493,284]
